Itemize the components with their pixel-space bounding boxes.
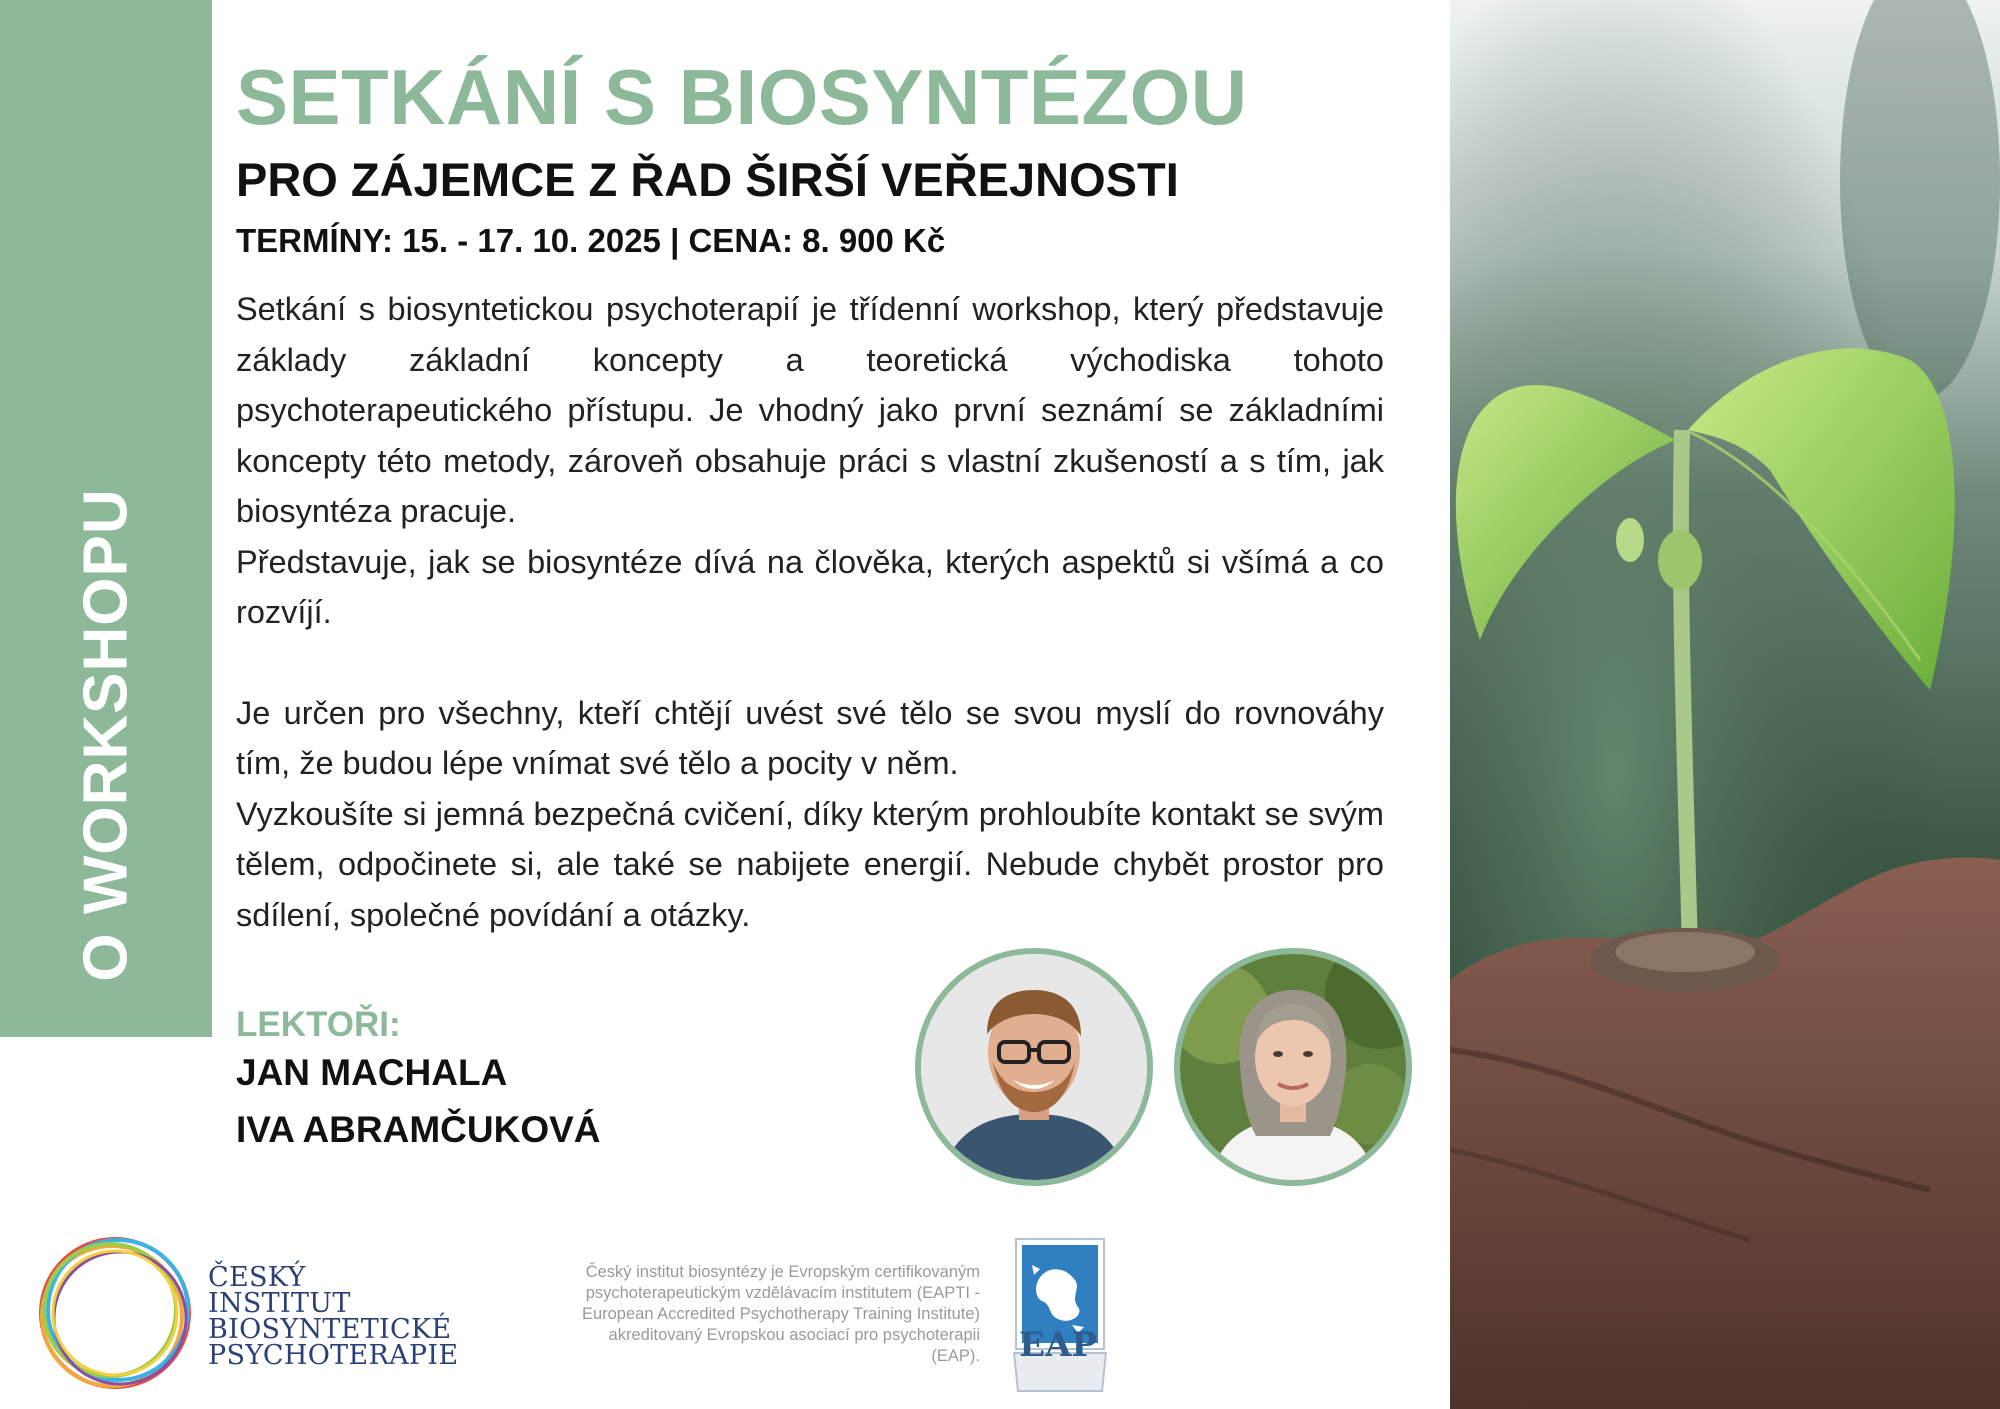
logo-line: ČESKÝ xyxy=(208,1262,306,1293)
workshop-description xyxy=(236,284,1384,940)
description-paragraph: Setkání s biosyntetickou psychoterapií je třídenní workshop, který představuje základy základní koncepty a teoretická východiska tohoto psychoterapeutického přístupu. Je vhodný jako první seznámí se základními koncepty této metody, zároveň obsahuje práci s vlastní zkušeností a s tím, jak biosyntéza pracuje. xyxy=(236,291,1384,529)
accreditation-note: Český institut biosyntézy je Evropským certifikovaným psychoterapeutickým vzdělávacím institutem (EAPTI - European Accredited Psychotherapy Training Institute) akreditovaný Evropskou asociací pro psychoterapii (EAP). xyxy=(581,1263,980,1365)
description-paragraph: Je určen pro všechny, kteří chtějí uvést své tělo se svou myslí do rovnováhy tím, že budou lépe vnímat své tělo a pocity v něm. xyxy=(236,694,1384,781)
portrait-woman-image xyxy=(1180,954,1406,1180)
eap-logo-text: EAP xyxy=(1019,1325,1097,1365)
lector-photo-jan-machala xyxy=(915,948,1153,1186)
dates-and-price: TERMÍNY: 15. - 17. 10. 2025 | CENA: 8. 900 Kč xyxy=(236,222,946,259)
institute-logo-rings-icon xyxy=(30,1228,200,1398)
lectors-label: LEKTOŘI: xyxy=(236,1005,401,1044)
logo-line: PSYCHOTERAPIE xyxy=(208,1340,459,1371)
page-title: SETKÁNÍ S BIOSYNTÉZOU xyxy=(236,53,1248,141)
page-subtitle: PRO ZÁJEMCE Z ŘAD ŠIRŠÍ VEŘEJNOSTI xyxy=(236,153,1179,206)
paragraph-spacer xyxy=(236,638,1384,688)
portrait-man-image xyxy=(921,954,1147,1180)
lector-name-1: JAN MACHALA xyxy=(236,1052,508,1093)
institute-logo-text xyxy=(208,1262,459,1371)
lector-name-2: IVA ABRAMČUKOVÁ xyxy=(236,1109,601,1150)
sidebar-band xyxy=(0,0,212,1037)
sidebar-label: O WORKSHOPU xyxy=(71,488,141,982)
logo-line: BIOSYNTETICKÉ xyxy=(208,1314,452,1345)
eap-logo-icon xyxy=(1012,1235,1108,1395)
description-paragraph: Vyzkoušíte si jemná bezpečná cvičení, díky kterým prohloubíte kontakt se svým tělem, odpočinete si, ale také se nabijete energií. Nebude chybět prostor pro sdílení, společné povídání a otázky. xyxy=(236,795,1384,933)
logo-line: INSTITUT xyxy=(208,1288,351,1319)
seedling-photo xyxy=(1450,0,2000,1409)
lector-photo-iva-abramcukova xyxy=(1174,948,1412,1186)
seedling-in-hand-image xyxy=(1450,0,2000,1409)
description-paragraph: Představuje, jak se biosyntéze dívá na člověka, kterých aspektů si všímá a co rozvíjí. xyxy=(236,543,1384,630)
